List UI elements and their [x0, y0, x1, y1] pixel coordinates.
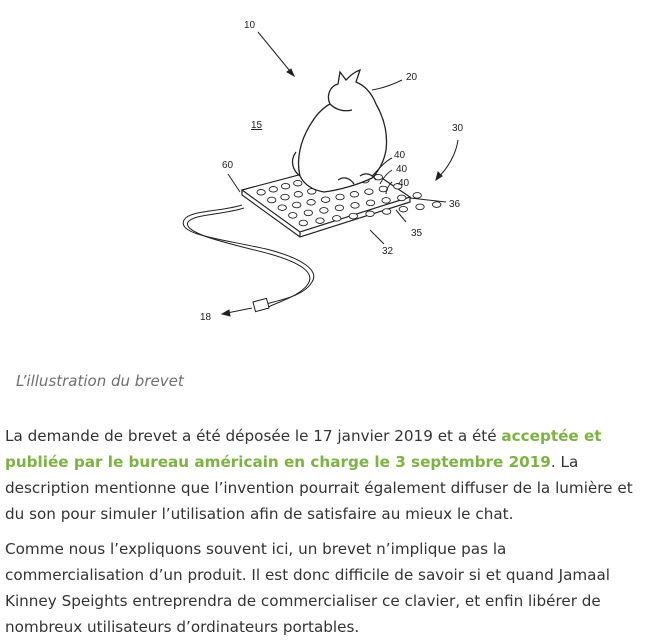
ref-32: 32: [382, 246, 394, 257]
ref-10: 10: [244, 20, 256, 31]
ref-30: 30: [452, 123, 464, 134]
ref-60: 60: [222, 160, 234, 171]
ref-20: 20: [406, 72, 418, 83]
cat-drawing: [293, 70, 387, 192]
ref-40-b: 40: [396, 164, 408, 175]
ref-15: 15: [251, 120, 263, 131]
paragraph-1: [5, 423, 650, 527]
ref-35: 35: [411, 228, 423, 239]
paragraph-1-text-end: . La description mentionne que l’invention pourrait également diffuser de la lumière et du son pour simuler l’utilisation afin de satisfaire au mieux le chat.: [5, 453, 633, 523]
ref-18: 18: [200, 312, 212, 323]
paragraph-1-text-start: La demande de brevet a été déposée le 17 janvier 2019 et a été: [5, 427, 502, 445]
figure-caption: L’illustration du brevet: [16, 372, 184, 390]
ref-36: 36: [449, 199, 461, 210]
paragraph-2: Comme nous l’expliquons souvent ici, un brevet n’implique pas la commercialisation d’un produit. Il est donc difficile de savoir si et quand Jamaal Kinney Speights entreprendra de commercialiser ce clavier, et enfin libérer de nombreux utilisateurs d’ordinateurs portables.: [5, 540, 611, 636]
ref-40-c: 40: [398, 178, 410, 189]
ref-40-a: 40: [394, 150, 406, 161]
publication-link[interactable]: acceptée et publiée par le bureau américain en charge le 3 septembre 2019: [5, 427, 602, 471]
